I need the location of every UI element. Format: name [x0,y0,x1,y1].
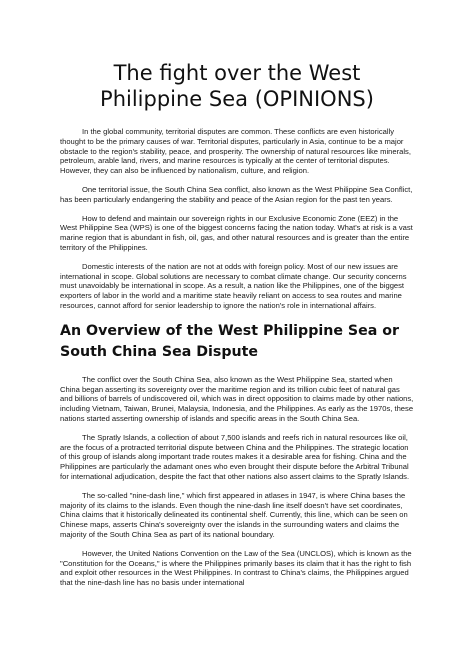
section-paragraph: The conflict over the South China Sea, also known as the West Philippine Sea, started when China began asserting its sovereignty over the maritime region and its trillion cubic feet of natural gas and billions of barrels of undiscovered oil, which was in direct opposition to claims made by other nations, including Vietnam, Taiwan, Brunei, Malaysia, Indonesia, and the Philippines. As early as the 1970s, these nations started asserting ownership of islands and specific areas in the South China Sea. [60,374,414,423]
section-paragraph: However, the United Nations Convention on the Law of the Sea (UNCLOS), which is known as the "Constitution for the Oceans," is where the Philippines primarily bases its claim that it has the right to fish and exploit other resources in the West Philippines. In contrast to China's claims, the Philippines argued that the nine-dash line has no basis under international [60,548,412,588]
intro-paragraph: One territorial issue, the South China Sea conflict, also known as the West Philippine Sea Conflict, has been particularly endangering the stability and peace of the Asian region for the past ten years. [60,184,413,204]
intro-paragraph: How to defend and maintain our sovereign rights in our Exclusive Economic Zone (EEZ) in the West Philippine Sea (WPS) is one of the biggest concerns facing the nation today. What's at risk is a vast marine region that is abundant in fish, oil, gas, and other natural resources and is greater than the entire territory of the Philippines. [60,213,413,252]
section-heading: An Overview of the West Philippine Sea or South China Sea Dispute [60,322,399,360]
section-paragraph: The so-called "nine-dash line," which first appeared in atlases in 1947, is where China bases the majority of its claims to the islands. Even though the nine-dash line itself doesn't have set coordinates, China claims that it historically delineated its continental shelf. Currently, this line, which can be seen on Chinese maps, asserts China's sovereignty over the islands in the surrounding waters and claims the majority of the South China Sea as part of its national boundary. [60,490,408,539]
intro-paragraph: Domestic interests of the nation are not at odds with foreign policy. Most of our new issues are international in scope. Global solutions are necessary to combat climate change. Our security concerns must unavoidably be international in scope. As a result, a nation like the Philippines, one of the biggest exporters of labor in the world and a maritime state heavily reliant on access to sea routes and marine resources, cannot afford for senior leadership to ignore the nation's role in international affairs. [60,261,407,310]
intro-paragraph: In the global community, territorial disputes are common. These conflicts are even historically thought to be the primary causes of war. Territorial disputes, particularly in Asia, continue to be a major obstacle to the region's stability, peace, and prosperity. The ownership of natural resources like minerals, petroleum, arable land, rivers, and marine resources is typically at the center of territorial disputes. However, they can also be influenced by nationalism, culture, and religion. [60,127,411,176]
document-title: The fight over the West Philippine Sea (OPINIONS) [100,61,374,111]
section-paragraph: The Spratly Islands, a collection of about 7,500 islands and reefs rich in natural resources like oil, are the focus of a protracted territorial dispute between China and the Philippines. The strategic location of this group of islands along important trade routes makes it a desirable area for fishing. China and the Philippines are particularly the adamant ones who even brought their dispute before the Arbitral Tribunal for international adjudication, despite the fact that other nations also assert claims to the Spratly Islands. [60,432,410,481]
